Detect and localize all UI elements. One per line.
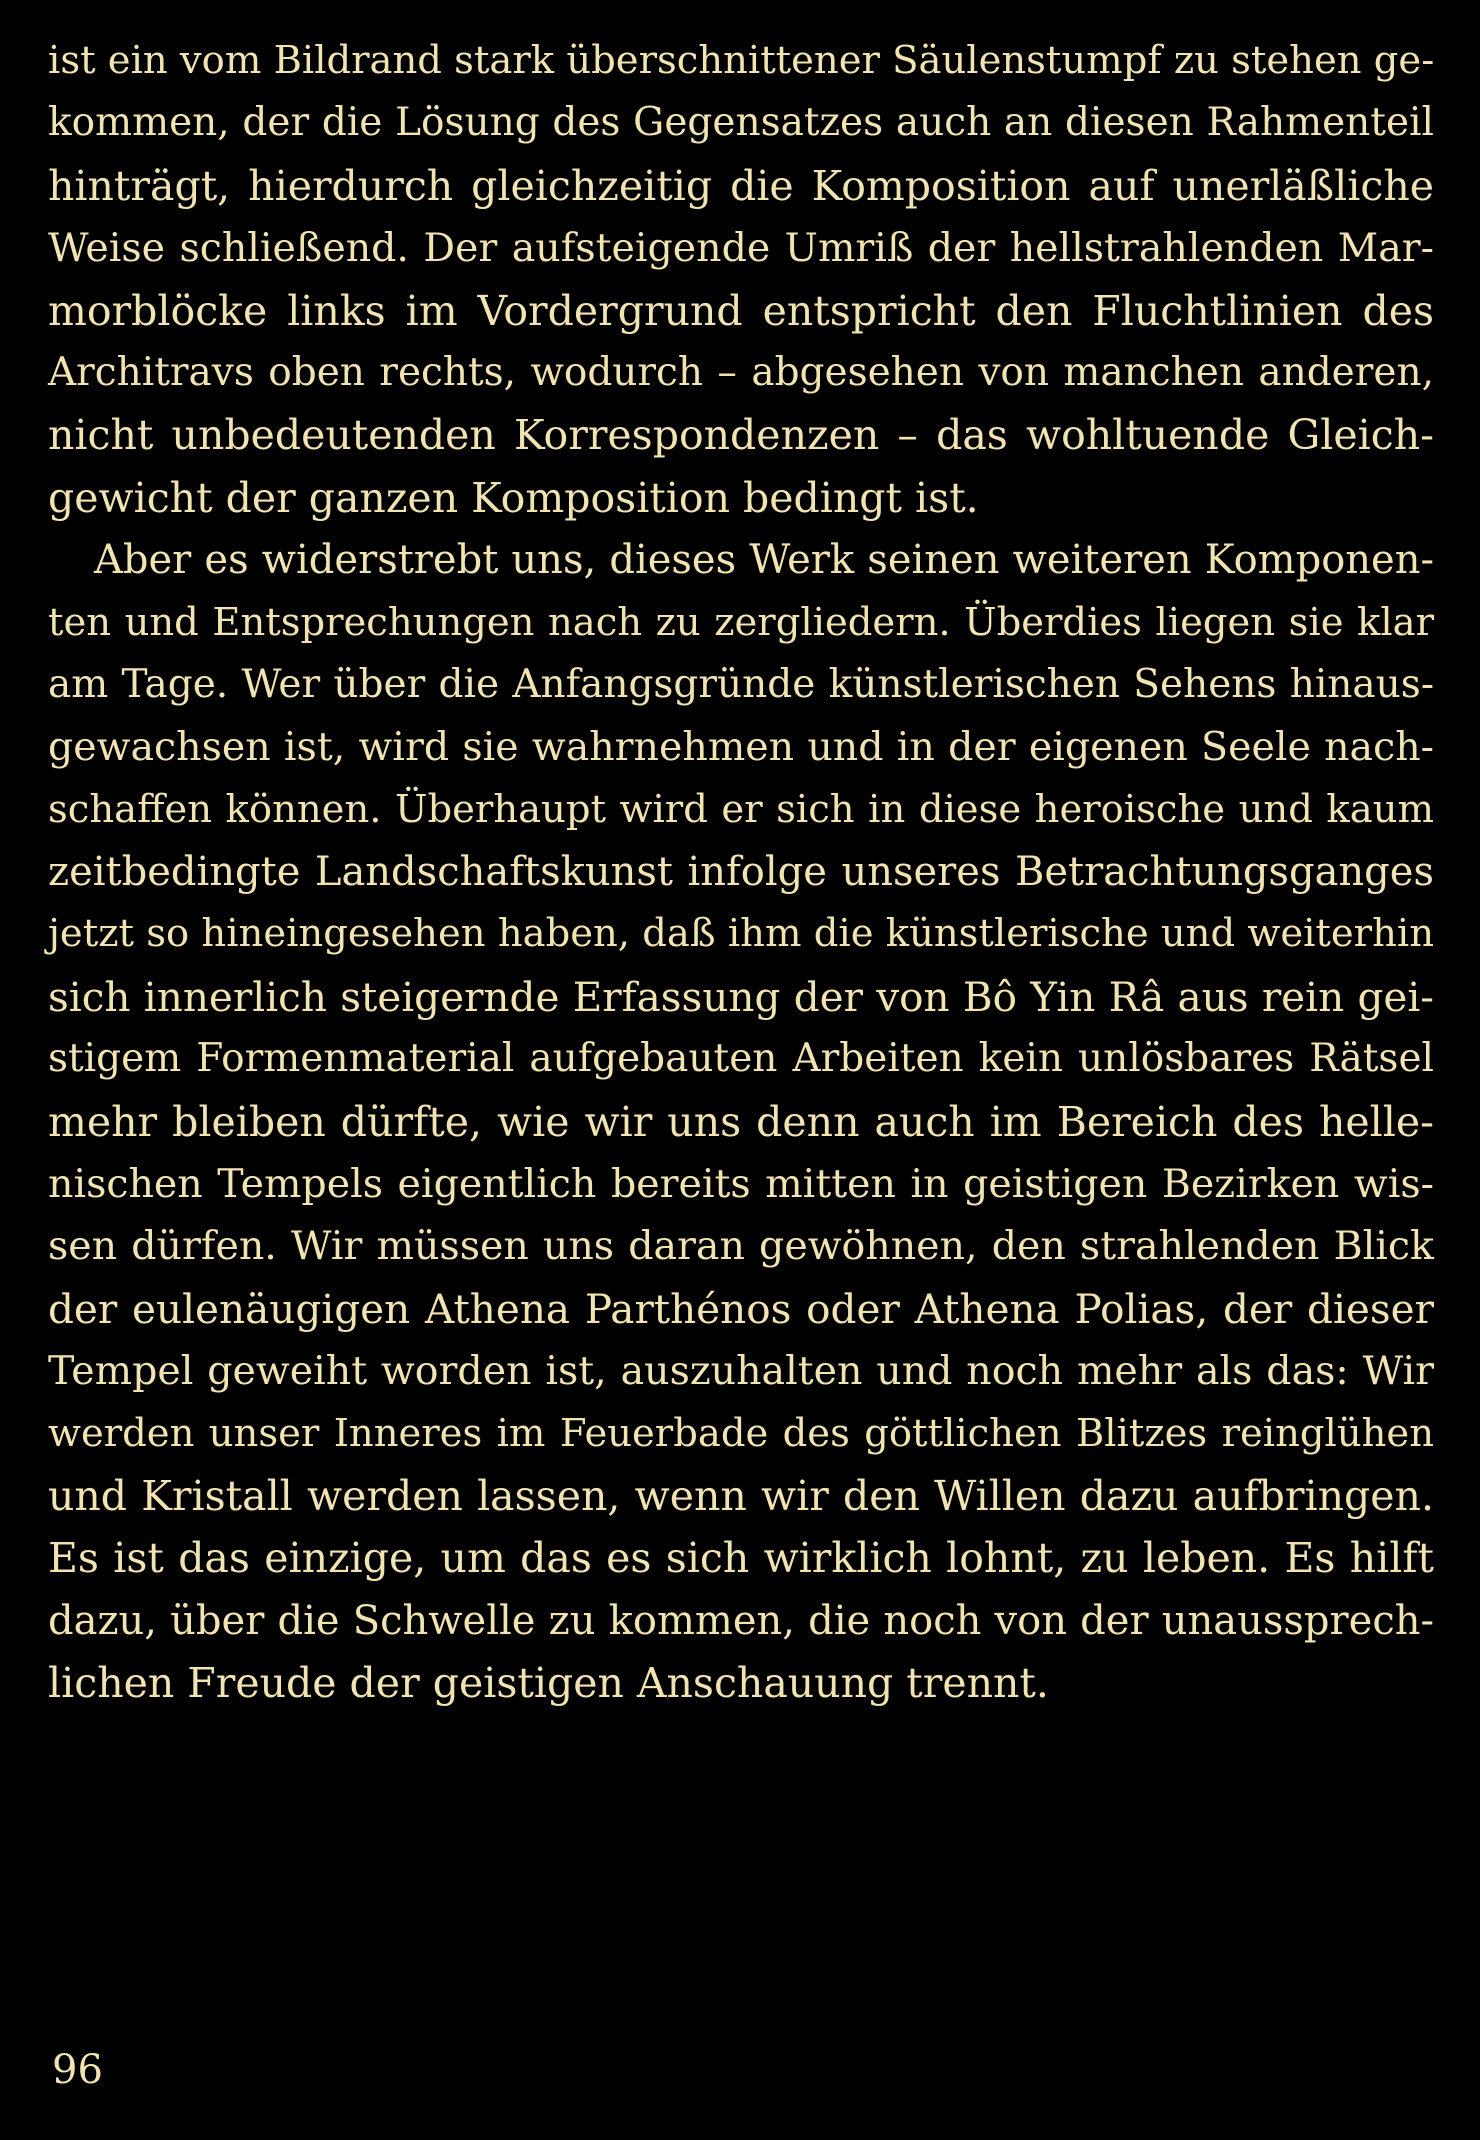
text-line: zeitbedingte Landschaftskunst infolge unseres Betrachtungsganges (48, 849, 1434, 896)
text-line: nischen Tempels eigentlich bereits mitten in geistigen Bezirken wis- (48, 1161, 1434, 1208)
text-line: nicht unbedeutenden Korrespondenzen – das wohltuende Gleich- (48, 411, 1434, 460)
text-line: gewachsen ist, wird sie wahrnehmen und in der eigenen Seele nach- (48, 724, 1434, 771)
text-line: kommen, der die Lösung des Gegensatzes auch an diesen Rahmenteil (48, 100, 1434, 146)
text-line: Architravs oben rechts, wodurch – abgesehen von manchen anderen, (48, 349, 1434, 395)
text-line: morblöcke links im Vordergrund entspricht den Fluchtlinien des (48, 286, 1434, 335)
text-line: dazu, über die Schwelle zu kommen, die noch von der unaussprech- (48, 1597, 1434, 1644)
text-line: am Tage. Wer über die Anfangsgründe künstlerischen Sehens hinaus- (48, 661, 1434, 707)
text-line: schaffen können. Überhaupt wird er sich in diese heroische und kaum (48, 786, 1434, 832)
text-line: Tempel geweiht worden ist, auszuhalten und noch mehr als das: Wir (48, 1348, 1434, 1395)
text-line: hinträgt, hierdurch gleichzeitig die Komposition auf unerläßliche (48, 161, 1434, 210)
text-line-paragraph-end: lichen Freude der geistigen Anschauung trennt. (48, 1659, 1049, 1708)
text-line: jetzt so hineingesehen haben, daß ihm die künstlerische und weiterhin (48, 911, 1434, 957)
text-line: werden unser Inneres im Feuerbade des göttlichen Blitzes reinglühen (48, 1410, 1434, 1456)
text-line: und Kristall werden lassen, wenn wir den Willen dazu aufbringen. (48, 1471, 1434, 1520)
text-line: der eulenäugigen Athena Parthénos oder Athena Polias, der dieser (48, 1284, 1434, 1333)
text-line: ist ein vom Bildrand stark überschnittener Säulenstumpf zu stehen ge- (48, 38, 1435, 83)
text-line: Weise schließend. Der aufsteigende Umriß der hellstrahlenden Mar- (48, 225, 1434, 272)
text-line: mehr bleiben dürfte, wie wir uns denn auch im Bereich des helle- (48, 1097, 1434, 1146)
text-line: sich innerlich steigernde Erfassung der von Bô Yin Râ aus rein gei- (48, 972, 1434, 1021)
text-line: stigem Formenmaterial aufgebauten Arbeiten kein unlösbares Rätsel (48, 1036, 1434, 1082)
text-line: Es ist das einzige, um das es sich wirklich lohnt, zu leben. Es hilft (48, 1534, 1434, 1583)
page-number: 96 (52, 2047, 103, 2093)
text-line-paragraph-end: gewicht der ganzen Komposition bedingt ist. (48, 473, 979, 522)
text-line-paragraph-start: Aber es widerstrebt uns, dieses Werk seinen weiteren Komponen- (94, 537, 1434, 584)
text-line: ten und Entsprechungen nach zu zergliedern. Überdies liegen sie klar (48, 599, 1434, 645)
body-text (48, 30, 1434, 1715)
text-line: sen dürfen. Wir müssen uns daran gewöhnen, den strahlenden Blick (48, 1223, 1434, 1270)
